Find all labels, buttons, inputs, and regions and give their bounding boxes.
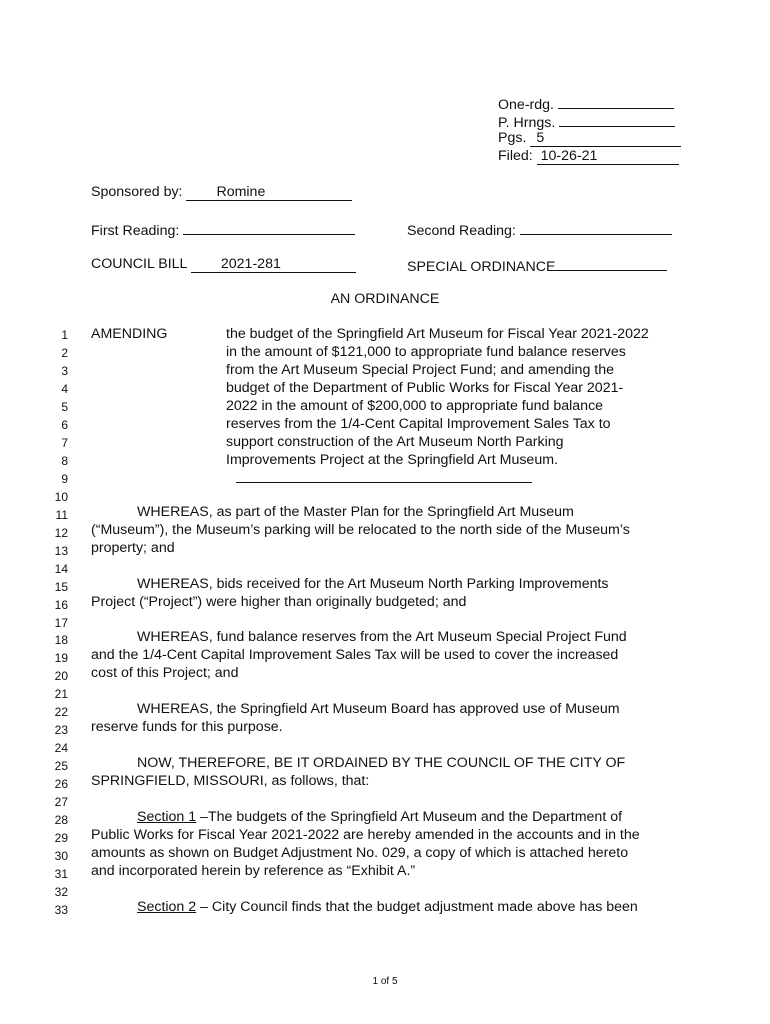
line-number: 7 xyxy=(61,436,68,450)
line-number: 33 xyxy=(54,903,68,917)
first-reading-label: First Reading: xyxy=(91,223,180,239)
council-bill-value: 2021-281 xyxy=(191,256,356,273)
line-number: 24 xyxy=(54,741,68,755)
whereas-4-line: WHEREAS, the Springfield Art Museum Board has approved use of Museum xyxy=(137,701,620,717)
line-number: 29 xyxy=(54,831,68,845)
line-number: 4 xyxy=(61,382,68,396)
one-rdg-field xyxy=(498,94,674,113)
special-ordinance-label: SPECIAL ORDINANCE xyxy=(407,259,556,275)
ordained-line: NOW, THEREFORE, BE IT ORDAINED BY THE COUNCIL OF THE CITY OF xyxy=(137,755,626,771)
sponsored-field xyxy=(91,184,352,201)
line-number: 5 xyxy=(61,400,68,414)
amending-line: Improvements Project at the Springfield Art Museum. xyxy=(226,452,558,468)
whereas-2-line: Project (“Project”) were higher than originally budgeted; and xyxy=(91,594,467,610)
line-number: 31 xyxy=(54,867,68,881)
council-bill-label: COUNCIL BILL xyxy=(91,256,187,272)
amending-line: from the Art Museum Special Project Fund; and amending the xyxy=(226,362,614,378)
line-number: 22 xyxy=(54,705,68,719)
line-number: 27 xyxy=(54,795,68,809)
line-number: 12 xyxy=(54,526,68,540)
title-divider xyxy=(236,482,532,483)
special-ordinance-field xyxy=(407,256,667,275)
line-number: 20 xyxy=(54,669,68,683)
section-2-heading: Section 2 xyxy=(137,899,197,915)
sponsored-label: Sponsored by: xyxy=(91,184,183,200)
second-reading-blank xyxy=(520,220,672,235)
line-number: 3 xyxy=(61,364,68,378)
special-ordinance-blank xyxy=(555,256,667,271)
line-number: 25 xyxy=(54,759,68,773)
line-number: 16 xyxy=(54,598,68,612)
line-number: 6 xyxy=(61,418,68,432)
line-number: 15 xyxy=(54,580,68,594)
line-number: 2 xyxy=(61,346,68,360)
whereas-2-line: WHEREAS, bids received for the Art Museum North Parking Improvements xyxy=(137,576,609,592)
first-reading-blank xyxy=(183,220,355,235)
one-rdg-blank xyxy=(558,94,674,109)
line-number: 17 xyxy=(54,616,68,630)
p-hrngs-label: P. Hrngs. xyxy=(498,115,556,131)
line-number: 13 xyxy=(54,544,68,558)
section-1-line: Public Works for Fiscal Year 2021-2022 are hereby amended in the accounts and in the xyxy=(91,827,640,843)
section-1-text: –The budgets of the Springfield Art Museum and the Department of xyxy=(196,809,623,825)
whereas-1-line: (“Museum”), the Museum’s parking will be relocated to the north side of the Museum’s xyxy=(91,522,630,538)
filed-label: Filed: xyxy=(498,148,533,164)
pgs-field xyxy=(498,130,681,147)
line-number: 23 xyxy=(54,723,68,737)
amending-line: support construction of the Art Museum North Parking xyxy=(226,434,564,450)
amending-line: reserves from the 1/4-Cent Capital Improvement Sales Tax to xyxy=(226,416,611,432)
line-number: 30 xyxy=(54,849,68,863)
whereas-1-line: WHEREAS, as part of the Master Plan for the Springfield Art Museum xyxy=(137,504,574,520)
line-number: 14 xyxy=(54,562,68,576)
section-1-line xyxy=(91,809,622,825)
second-reading-field xyxy=(407,220,672,239)
line-number: 21 xyxy=(54,687,68,701)
council-bill-field xyxy=(91,256,356,273)
whereas-1-line: property; and xyxy=(91,540,175,556)
page-number: 1 of 5 xyxy=(372,976,398,987)
line-number: 26 xyxy=(54,777,68,791)
whereas-3-line: cost of this Project; and xyxy=(91,665,239,681)
amending-label: AMENDING xyxy=(91,326,168,342)
whereas-3-line: WHEREAS, fund balance reserves from the Art Museum Special Project Fund xyxy=(137,629,627,645)
amending-line: budget of the Department of Public Works for Fiscal Year 2021- xyxy=(226,380,624,396)
amending-line: 2022 in the amount of $200,000 to appropriate fund balance xyxy=(226,398,604,414)
line-number: 32 xyxy=(54,885,68,899)
line-number: 8 xyxy=(61,454,68,468)
filed-value: 10-26-21 xyxy=(537,148,679,165)
amending-line: in the amount of $121,000 to appropriate fund balance reserves xyxy=(226,344,626,360)
one-rdg-label: One-rdg. xyxy=(498,97,554,113)
line-number: 11 xyxy=(55,508,68,522)
line-number: 28 xyxy=(54,813,68,827)
line-number: 1 xyxy=(61,328,68,342)
line-number: 18 xyxy=(54,633,68,647)
ordained-line: SPRINGFIELD, MISSOURI, as follows, that: xyxy=(91,773,370,789)
whereas-3-line: and the 1/4-Cent Capital Improvement Sales Tax will be used to cover the increased xyxy=(91,647,619,663)
ordinance-title: AN ORDINANCE xyxy=(330,291,440,307)
first-reading-field xyxy=(91,220,355,239)
line-number: 19 xyxy=(54,651,68,665)
pgs-label: Pgs. xyxy=(498,130,527,146)
p-hrngs-blank xyxy=(559,112,675,127)
section-1-line: and incorporated herein by reference as “Exhibit A.” xyxy=(91,863,416,879)
section-1-heading: Section 1 xyxy=(137,809,197,825)
pgs-value: 5 xyxy=(530,130,681,147)
sponsored-value: Romine xyxy=(186,184,352,201)
line-number: 9 xyxy=(61,472,68,486)
filed-field xyxy=(498,148,679,165)
whereas-4-line: reserve funds for this purpose. xyxy=(91,719,283,735)
p-hrngs-field xyxy=(498,112,675,131)
section-1-line: amounts as shown on Budget Adjustment No. 029, a copy of which is attached hereto xyxy=(91,845,629,861)
section-2-text: – City Council finds that the budget adjustment made above has been xyxy=(196,899,638,915)
section-2-line xyxy=(91,899,638,915)
line-number: 10 xyxy=(54,490,68,504)
second-reading-label: Second Reading: xyxy=(407,223,516,239)
amending-line: the budget of the Springfield Art Museum for Fiscal Year 2021-2022 xyxy=(226,326,649,342)
